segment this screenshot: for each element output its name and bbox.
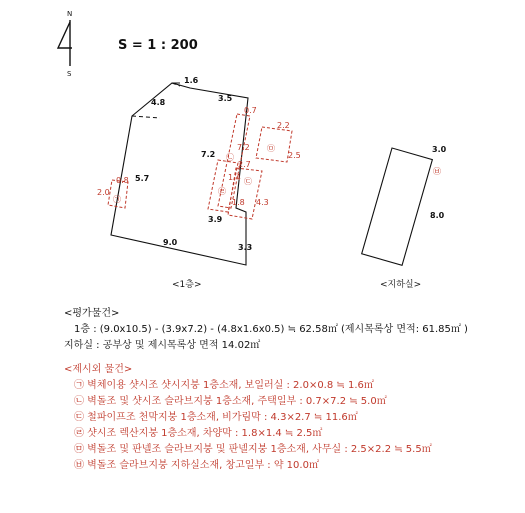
south-label: S (67, 70, 72, 78)
north-arrow-icon (58, 20, 72, 66)
eval-title: <평가물건> (64, 308, 120, 319)
excluded-item: ㉢ 철파이프조 천막지붕 1층소재, 비가림막 : 4.3×2.7 ≒ 11.6㎡ (74, 412, 358, 423)
annex-mark: ㉠ (113, 195, 121, 204)
annex-mark: ㉢ (244, 177, 252, 186)
excluded-item: ㉣ 샷시조 렉산지붕 1층소재, 차양막 : 1.8×1.4 ≒ 2.5㎡ (74, 428, 323, 439)
dim-label: 2.2 (277, 121, 290, 130)
dim-label: 2.0 (97, 188, 110, 197)
scale-label: S = 1 : 200 (118, 38, 198, 53)
basement-area-line: 지하실 : 공부상 및 제시목록상 면적 14.02㎡ (64, 340, 261, 351)
dim-label: 9.0 (163, 238, 178, 247)
dim-label: 0.8 (116, 176, 129, 185)
dim-label: 1.6 (184, 76, 199, 85)
annex-mark: ㉤ (267, 144, 275, 153)
dim-label: 5.7 (135, 174, 150, 183)
annex-mark: ㉣ (218, 187, 226, 196)
dim-label: 1.8 (232, 198, 245, 207)
notes-section (64, 306, 519, 474)
excluded-item: ㉡ 벽돌조 및 샷시조 슬라브지붕 1층소재, 주택일부 : 0.7×7.2 ≒ 5.0㎡ (74, 396, 387, 407)
dim-label: 8.0 (430, 211, 445, 220)
dim-label: 3.5 (218, 94, 233, 103)
dim-label: 4.8 (151, 98, 166, 107)
annex-mark: ㉥ (433, 167, 441, 176)
floor1-area-line: 1층 : (9.0x10.5) - (3.9x7.2) - (4.8x1.6x0.5) ≒ 62.58㎡ (제시목록상 면적: 61.85㎡ ) (74, 324, 468, 335)
dim-label: 0.7 (244, 106, 257, 115)
basement-outline (362, 148, 433, 265)
dim-label: 7.2 (237, 143, 250, 152)
dim-label: 1.4 (228, 173, 241, 182)
excluded-item: ㉤ 벽돌조 및 판넬조 슬라브지붕 및 판넬지붕 1층소재, 사무실 : 2.5×2.2 ≒ 5.5㎡ (74, 444, 432, 455)
excluded-item: ㉠ 벽체이용 샷시조 샷시지붕 1층소재, 보일러실 : 2.0×0.8 ≒ 1.6㎡ (74, 380, 374, 391)
dim-label: 3.9 (208, 215, 223, 224)
dim-label: 3.0 (432, 145, 447, 154)
annex-mark: ㉡ (226, 153, 234, 162)
basement-caption: <지하실> (380, 280, 422, 290)
dim-label: 4.3 (256, 198, 269, 207)
dim-label: 7.2 (201, 150, 216, 159)
dim-label: 2.7 (238, 160, 251, 169)
excluded-item: ㉥ 벽돌조 슬라브지붕 지하실소재, 창고일부 : 약 10.0㎡ (74, 460, 319, 471)
dim-label: 3.3 (238, 243, 253, 252)
north-label: N (67, 10, 73, 18)
dim-label: 2.5 (288, 151, 301, 160)
floor1-caption: <1층> (172, 280, 202, 290)
excluded-title: <제시외 물건> (64, 364, 133, 375)
